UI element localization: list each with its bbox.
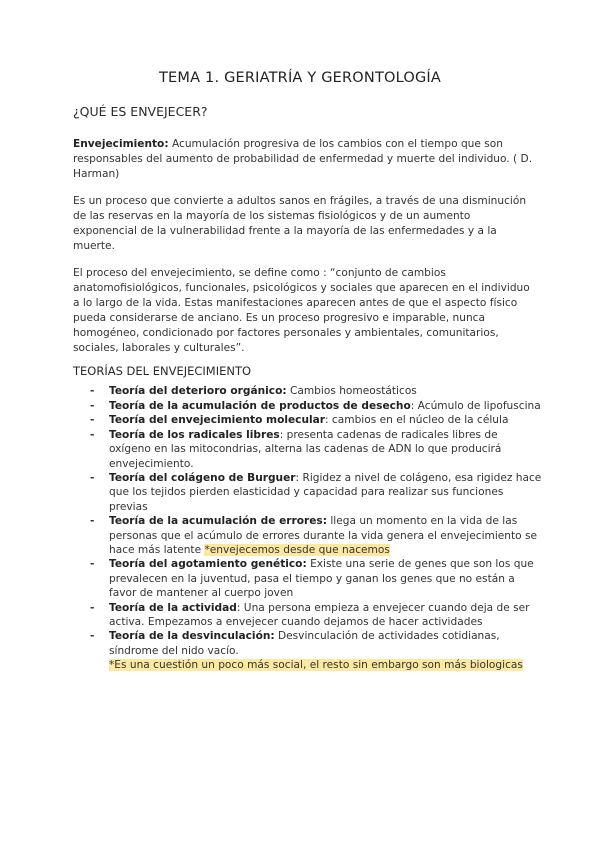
list-dash: - — [90, 429, 95, 442]
theory-item — [90, 601, 542, 629]
page-title: TEMA 1. GERIATRÍA Y GERONTOLOGÍA — [158, 70, 442, 86]
definition-text: Acumulación progresiva de los cambios con el tiempo que son responsables del aumento de probabilidad de enfermedad y muerte del individuo. ( D. Harman) — [73, 138, 533, 180]
theory-description: : presenta cadenas de radicales libres de oxígeno en las mitocondrias, alterna las cadenas de ADN lo que producirá envejecimiento. — [109, 429, 502, 470]
list-dash: - — [90, 472, 95, 485]
theory-description: Cambios homeostáticos — [286, 385, 417, 397]
theory-term: Teoría del colágeno de Burguer — [109, 472, 296, 485]
theory-term: Teoría del deterioro orgánico: — [109, 385, 287, 397]
theory-item — [90, 629, 542, 672]
theory-description: : Una persona empieza a envejecer cuando deja de ser activa. Empezamos a envejecer cuando dejamos de hacer actividades — [109, 601, 530, 628]
theory-term: Teoría de los radicales libres — [109, 429, 280, 442]
list-dash: - — [90, 630, 95, 643]
list-dash: - — [90, 414, 95, 427]
list-dash: - — [90, 399, 95, 412]
final-highlighted-note: *Es una cuestión un poco más social, el resto sin embargo son más biologicas — [109, 658, 523, 671]
theories-list — [90, 384, 542, 673]
list-dash: - — [90, 385, 95, 397]
theory-description: llega un momento en la vida de las personas que el acúmulo de errores durante la vida genera el envejecimiento se hace más latente — [109, 515, 538, 556]
section-heading-envejecer: ¿QUÉ ES ENVEJECER? — [73, 104, 208, 119]
highlighted-note: *envejecemos desde que nacemos — [204, 543, 390, 556]
theory-description: : cambios en el núcleo de la célula — [325, 414, 509, 427]
list-dash: - — [90, 515, 95, 528]
definition-paragraph — [73, 137, 533, 182]
theory-item — [90, 514, 542, 557]
theory-item — [90, 384, 542, 398]
theory-item — [90, 428, 542, 471]
list-dash: - — [90, 558, 95, 571]
theory-term: Teoría de la actividad — [109, 601, 237, 614]
theory-term: Teoría de la acumulación de productos de desecho — [109, 399, 411, 412]
paragraph-process: El proceso del envejecimiento, se define como : “conjunto de cambios anatomofisiológicos, funcionales, psicológicos y sociales que aparecen en el individuo a lo largo de la vida. Estas manifestaciones aparecen antes de que el aspecto físico pueda considerarse de anciano. Es un proceso progresivo e imparable, nunca homogéneo, condicionado por factores personales y ambientales, comunitarios, sociales, laborales y culturales”. — [73, 267, 530, 354]
theory-item — [90, 413, 542, 427]
theory-item — [90, 471, 542, 514]
section-heading-teorias: TEORÍAS DEL ENVEJECIMIENTO — [73, 364, 252, 378]
theory-description: Existe una serie de genes que son los que prevalecen en la juventud, pasa el tiempo y ganan los genes que no están a favor de mantener al cuerpo joven — [109, 558, 534, 599]
theory-item — [90, 557, 542, 600]
theory-term: Teoría del agotamiento genético: — [109, 558, 307, 571]
definition-term: Envejecimiento: — [73, 138, 169, 150]
paragraph-frailty: Es un proceso que convierte a adultos sanos en frágiles, a través de una disminución de las reservas en la mayoría de los sistemas fisiológicos y de un aumento exponencial de la vulnerabilidad frente a la mayoría de las enfermedades y a la muerte. — [73, 195, 527, 252]
theory-term: Teoría de la desvinculación: — [109, 630, 275, 643]
theory-item — [90, 399, 542, 413]
theory-description: : Rigidez a nivel de colágeno, esa rigidez hace que los tejidos pierden elasticidad y capacidad para realizar sus funciones previas — [109, 472, 542, 513]
theory-term: Teoría de la acumulación de errores: — [109, 515, 327, 528]
theory-description: : Acúmulo de lipofuscina — [410, 399, 541, 412]
theory-description: Desvinculación de actividades cotidianas, síndrome del nido vacío. — [109, 630, 500, 657]
list-dash: - — [90, 601, 95, 614]
theory-term: Teoría del envejecimiento molecular — [109, 414, 325, 427]
